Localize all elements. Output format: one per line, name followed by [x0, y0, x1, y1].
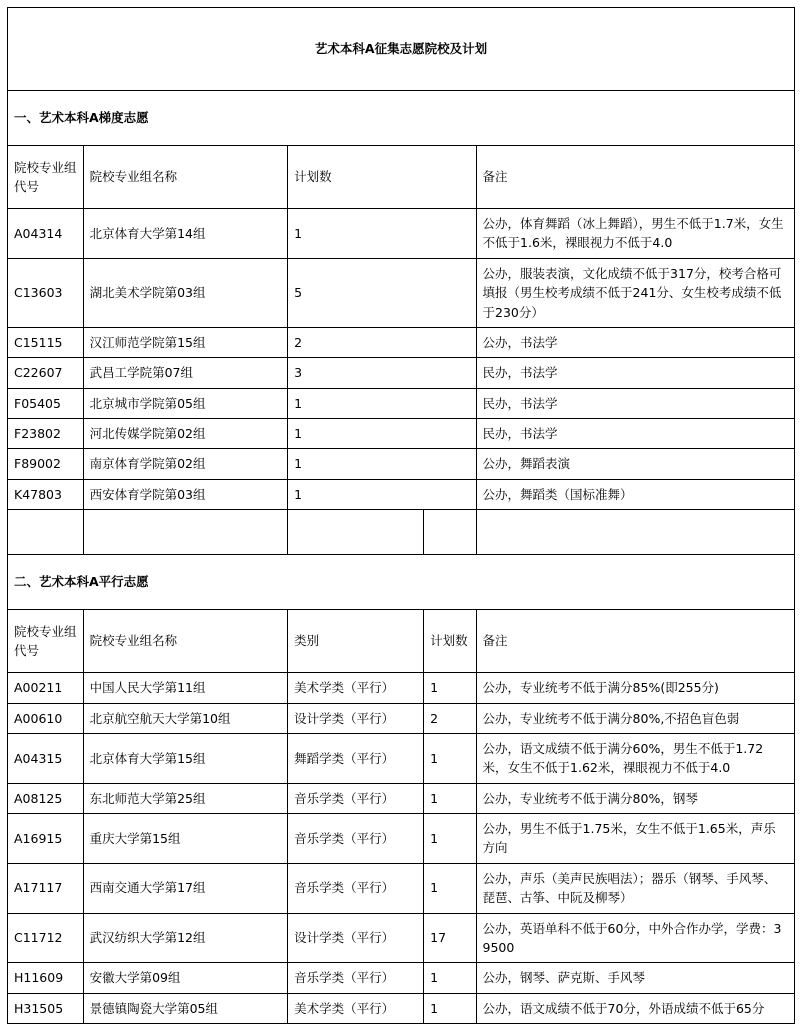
cell-plan: 1 — [288, 449, 476, 479]
cell-note: 公办，体育舞蹈（冰上舞蹈），男生不低于1.7米，女生不低于1.6米，裸眼视力不低于4.0 — [476, 209, 794, 259]
cell-code: A04315 — [8, 733, 84, 783]
cell-name: 景德镇陶瓷大学第05组 — [83, 993, 288, 1023]
table-row — [8, 449, 795, 479]
cell-name: 南京体育学院第02组 — [83, 449, 288, 479]
cell-plan: 1 — [424, 783, 476, 813]
cell-plan: 1 — [424, 863, 476, 913]
table-row — [8, 327, 795, 357]
cell-name: 重庆大学第15组 — [83, 814, 288, 864]
cell-name: 武汉纺织大学第12组 — [83, 913, 288, 963]
cell-code: F05405 — [8, 388, 84, 418]
cell-plan: 1 — [424, 814, 476, 864]
table-row — [8, 863, 795, 913]
spacer-row — [8, 510, 795, 555]
cell-note: 公办，语文成绩不低于70分，外语成绩不低于65分 — [476, 993, 794, 1023]
cell-name: 东北师范大学第25组 — [83, 783, 288, 813]
cell-code: A17117 — [8, 863, 84, 913]
cell-name: 河北传媒学院第02组 — [83, 419, 288, 449]
cell-note: 公办，语文成绩不低于满分60%，男生不低于1.72米，女生不低于1.62米，裸眼视力不低于4.0 — [476, 733, 794, 783]
section-heading-row — [8, 91, 795, 146]
cell-plan: 1 — [288, 209, 476, 259]
cell-name: 汉江师范学院第15组 — [83, 327, 288, 357]
table-row — [8, 358, 795, 388]
cell-note: 公办，专业统考不低于满分80%,不招色盲色弱 — [476, 703, 794, 733]
page-title: 艺术本科A征集志愿院校及计划 — [8, 8, 795, 91]
cell-code: A16915 — [8, 814, 84, 864]
cell-note: 公办，专业统考不低于满分80%，钢琴 — [476, 783, 794, 813]
cell-name: 西安体育学院第03组 — [83, 479, 288, 509]
cell-name: 安徽大学第09组 — [83, 963, 288, 993]
column-header-note: 备注 — [476, 146, 794, 209]
cell-note: 公办，舞蹈表演 — [476, 449, 794, 479]
cell-plan: 2 — [288, 327, 476, 357]
spacer-cell — [476, 510, 794, 555]
column-header-plan: 计划数 — [288, 146, 476, 209]
table-row — [8, 419, 795, 449]
table-row — [8, 703, 795, 733]
column-header-code: 院校专业组代号 — [8, 610, 84, 673]
table-row — [8, 733, 795, 783]
spacer-cell — [8, 510, 84, 555]
table-row — [8, 258, 795, 327]
cell-note: 民办，书法学 — [476, 358, 794, 388]
cell-plan: 1 — [288, 388, 476, 418]
section-heading-row — [8, 555, 795, 610]
spacer-cell — [288, 510, 424, 555]
column-header-plan: 计划数 — [424, 610, 476, 673]
cell-plan: 17 — [424, 913, 476, 963]
cell-code: C11712 — [8, 913, 84, 963]
cell-category: 美术学类（平行） — [288, 673, 424, 703]
cell-category: 音乐学类（平行） — [288, 963, 424, 993]
cell-code: C13603 — [8, 258, 84, 327]
cell-plan: 1 — [424, 733, 476, 783]
cell-category: 设计学类（平行） — [288, 913, 424, 963]
cell-code: A08125 — [8, 783, 84, 813]
cell-code: C22607 — [8, 358, 84, 388]
spacer-cell — [83, 510, 288, 555]
table-row — [8, 479, 795, 509]
cell-name: 北京体育大学第15组 — [83, 733, 288, 783]
table-header-row-2 — [8, 610, 795, 673]
cell-plan: 1 — [288, 479, 476, 509]
cell-plan: 1 — [424, 993, 476, 1023]
section-heading-1: 一、艺术本科A梯度志愿 — [8, 91, 795, 146]
cell-code: C15115 — [8, 327, 84, 357]
table-row — [8, 963, 795, 993]
title-row — [8, 8, 795, 91]
cell-name: 中国人民大学第11组 — [83, 673, 288, 703]
cell-note: 民办，书法学 — [476, 388, 794, 418]
cell-name: 北京航空航天大学第10组 — [83, 703, 288, 733]
cell-plan: 2 — [424, 703, 476, 733]
cell-code: F23802 — [8, 419, 84, 449]
cell-note: 公办，书法学 — [476, 327, 794, 357]
cell-plan: 1 — [424, 673, 476, 703]
table-row — [8, 913, 795, 963]
spacer-cell — [424, 510, 476, 555]
column-header-code: 院校专业组代号 — [8, 146, 84, 209]
cell-category: 音乐学类（平行） — [288, 863, 424, 913]
cell-category: 舞蹈学类（平行） — [288, 733, 424, 783]
cell-note: 公办，钢琴、萨克斯、手风琴 — [476, 963, 794, 993]
cell-note: 公办，服装表演，文化成绩不低于317分，校考合格可填报（男生校考成绩不低于241分、女生校考成绩不低于230分） — [476, 258, 794, 327]
table-row — [8, 388, 795, 418]
cell-note: 民办，书法学 — [476, 419, 794, 449]
cell-plan: 3 — [288, 358, 476, 388]
cell-name: 北京城市学院第05组 — [83, 388, 288, 418]
cell-code: A00211 — [8, 673, 84, 703]
cell-name: 北京体育大学第14组 — [83, 209, 288, 259]
cell-plan: 1 — [288, 419, 476, 449]
cell-code: A00610 — [8, 703, 84, 733]
cell-note: 公办，英语单科不低于60分，中外合作办学，学费：39500 — [476, 913, 794, 963]
cell-category: 美术学类（平行） — [288, 993, 424, 1023]
table-row — [8, 673, 795, 703]
column-header-note: 备注 — [476, 610, 794, 673]
cell-note: 公办，男生不低于1.75米，女生不低于1.65米，声乐方向 — [476, 814, 794, 864]
plan-table — [7, 7, 795, 1024]
cell-note: 公办，舞蹈类（国标准舞） — [476, 479, 794, 509]
cell-name: 西南交通大学第17组 — [83, 863, 288, 913]
cell-code: A04314 — [8, 209, 84, 259]
table-row — [8, 814, 795, 864]
cell-note: 公办，专业统考不低于满分85%(即255分) — [476, 673, 794, 703]
table-row — [8, 209, 795, 259]
cell-category: 音乐学类（平行） — [288, 814, 424, 864]
cell-name: 武昌工学院第07组 — [83, 358, 288, 388]
section-heading-2: 二、艺术本科A平行志愿 — [8, 555, 795, 610]
column-header-name: 院校专业组名称 — [83, 610, 288, 673]
table-row — [8, 783, 795, 813]
cell-code: K47803 — [8, 479, 84, 509]
cell-code: H11609 — [8, 963, 84, 993]
cell-note: 公办，声乐（美声民族唱法）；器乐（钢琴、手风琴、琵琶、古筝、中阮及柳琴） — [476, 863, 794, 913]
table-header-row-1 — [8, 146, 795, 209]
cell-plan: 1 — [424, 963, 476, 993]
column-header-category: 类别 — [288, 610, 424, 673]
cell-code: H31505 — [8, 993, 84, 1023]
cell-code: F89002 — [8, 449, 84, 479]
cell-name: 湖北美术学院第03组 — [83, 258, 288, 327]
column-header-name: 院校专业组名称 — [83, 146, 288, 209]
cell-plan: 5 — [288, 258, 476, 327]
cell-category: 音乐学类（平行） — [288, 783, 424, 813]
cell-category: 设计学类（平行） — [288, 703, 424, 733]
